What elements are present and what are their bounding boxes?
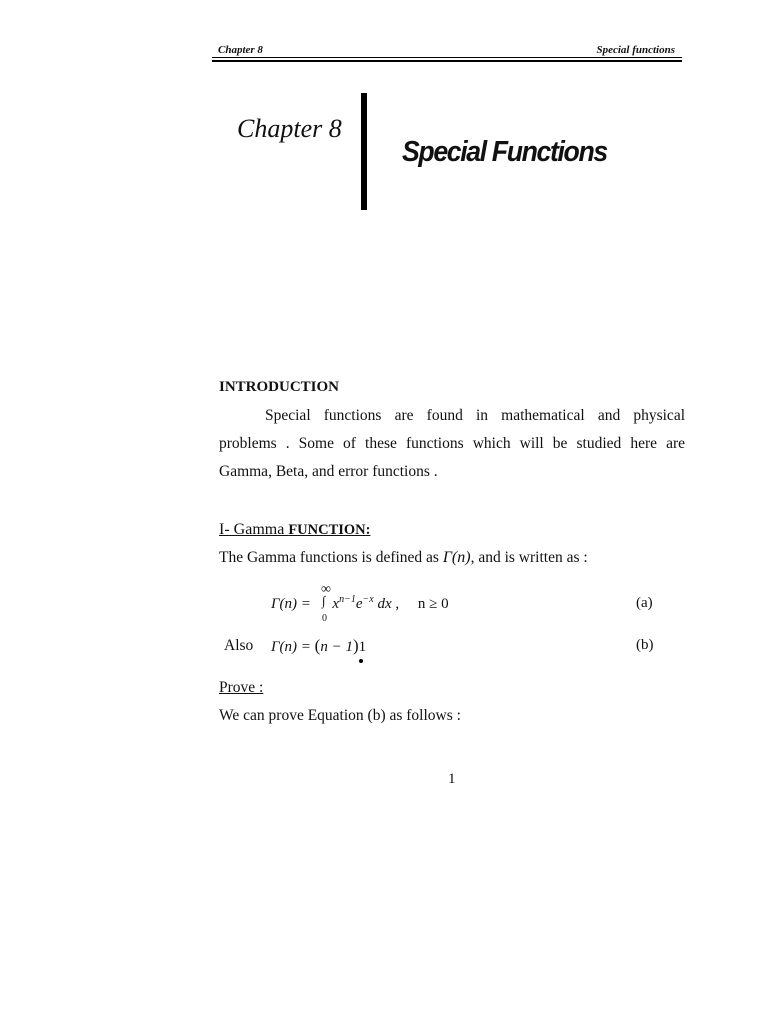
introduction-paragraph bbox=[219, 402, 685, 486]
exponent-n-minus-1: n−1 bbox=[339, 594, 356, 605]
exponent-minus-x: −x bbox=[362, 594, 374, 605]
factorial-dot bbox=[359, 659, 363, 663]
header-rule-thick bbox=[212, 60, 682, 62]
gamma-symbol: Γ(n) bbox=[442, 549, 471, 566]
prove-label: Prove : bbox=[219, 679, 264, 696]
running-header-chapter: Chapter 8 bbox=[218, 44, 263, 56]
paren-open: ( bbox=[314, 636, 321, 655]
integrand-e: e bbox=[355, 596, 363, 612]
equation-b-tag: (b) bbox=[636, 637, 654, 653]
equation-a bbox=[271, 594, 449, 613]
paragraph-line: problems . Some of these functions which will be studied here are bbox=[219, 435, 685, 452]
integrand-x: x bbox=[332, 596, 340, 612]
chapter-label: Chapter 8 bbox=[237, 114, 342, 143]
gamma-heading-prefix: I- Gamma bbox=[219, 521, 289, 538]
chapter-divider-bar bbox=[361, 93, 367, 210]
integral-lower-limit: 0 bbox=[322, 613, 327, 624]
paragraph-line: Gamma, Beta, and error functions . bbox=[219, 463, 438, 480]
header-rule-thin bbox=[212, 57, 682, 58]
equation-a-condition: , n ≥ 0 bbox=[395, 596, 449, 612]
gamma-section-heading bbox=[219, 521, 370, 539]
gamma-definition-sentence bbox=[219, 549, 588, 567]
definition-after: , and is written as : bbox=[470, 549, 588, 566]
prove-text: We can prove Equation (b) as follows : bbox=[219, 707, 461, 724]
introduction-heading: INTRODUCTION bbox=[219, 379, 340, 395]
integral-upper-limit: ∞ bbox=[321, 582, 331, 597]
differential-dx: dx bbox=[377, 596, 392, 612]
running-header-topic: Special functions bbox=[596, 44, 675, 56]
page-number: 1 bbox=[448, 771, 456, 787]
chapter-title: Special Functions bbox=[402, 136, 607, 168]
integral-sign: ∫ bbox=[322, 593, 326, 608]
paren-close: ) bbox=[352, 636, 359, 655]
equation-a-tag: (a) bbox=[636, 595, 653, 611]
paragraph-line: Special functions are found in mathematical and physical bbox=[265, 407, 685, 424]
equation-a-lhs: Γ(n) = bbox=[271, 596, 311, 612]
also-label: Also bbox=[224, 637, 254, 654]
gamma-heading-bold: FUNCTION: bbox=[288, 522, 371, 538]
equation-b-inner: n − 1 bbox=[320, 639, 353, 655]
equation-b-tail: 1 bbox=[358, 639, 367, 655]
equation-b bbox=[271, 636, 366, 656]
equation-b-lhs: Γ(n) = bbox=[271, 639, 311, 655]
definition-before: The Gamma functions is defined as bbox=[219, 549, 443, 566]
